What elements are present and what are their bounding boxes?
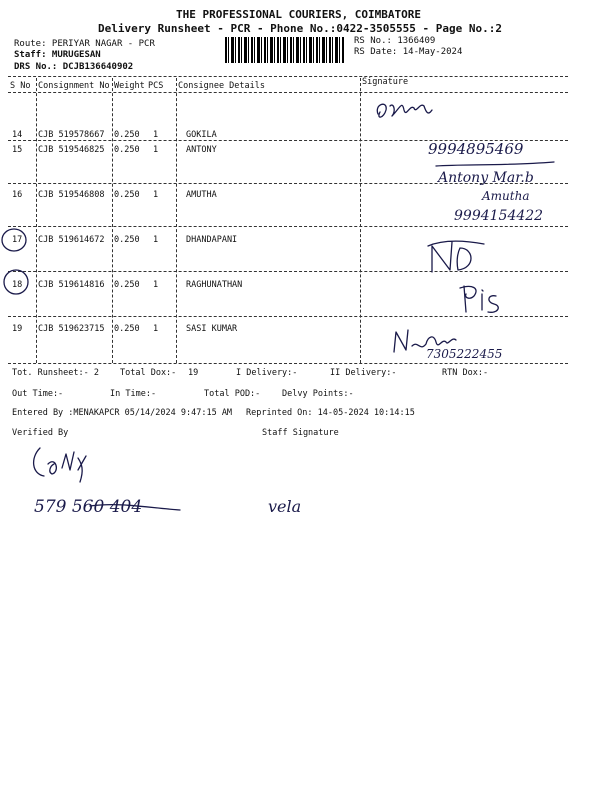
row-consignee: DHANDAPANI — [186, 235, 238, 245]
row-consignee: ANTONY — [186, 145, 217, 155]
row-consignment: CJB 519614672 — [38, 235, 105, 245]
header-rule-top — [8, 76, 568, 77]
column-divider — [112, 78, 113, 363]
total-pod: Total POD:- — [204, 389, 261, 399]
entered-by: Entered By :MENAKAPCR 05/14/2024 9:47:15 AM — [12, 408, 233, 418]
staff-label: Staff: MURUGESAN — [14, 50, 101, 60]
signature-gokila — [370, 92, 440, 132]
column-divider — [36, 78, 37, 363]
rtn-dox: RTN Dox:- — [442, 368, 489, 378]
row-pcs: 1 — [153, 190, 159, 200]
row-weight: 0.250 — [114, 280, 140, 290]
tot-runsheet: Tot. Runsheet:- 2 — [12, 368, 99, 378]
handwritten-phone-sasi: 7305222455 — [426, 347, 503, 361]
handwritten-verify-number: 579 560 404 — [34, 497, 143, 517]
verified-by-signature — [26, 440, 106, 488]
handwritten-name-antony: Antony Mar.b — [438, 170, 534, 186]
in-time: In Time:- — [110, 389, 157, 399]
row-consignee: RAGHUNATHAN — [186, 280, 243, 290]
col-weight: Weight — [114, 81, 145, 91]
row-consignee: GOKILA — [186, 130, 217, 140]
row-pcs: 1 — [153, 280, 159, 290]
route-label: Route: PERIYAR NAGAR - PCR — [14, 39, 155, 49]
row-pcs: 1 — [153, 145, 159, 155]
row-sno: 19 — [12, 324, 23, 334]
row-sno: 17 — [12, 235, 23, 245]
barcode — [225, 37, 345, 63]
row-consignment: CJB 519623715 — [38, 324, 105, 334]
row-pcs: 1 — [153, 130, 159, 140]
handwritten-name-amutha: Amutha — [482, 189, 530, 203]
column-divider — [360, 78, 361, 363]
delvy-points: Delvy Points:- — [282, 389, 354, 399]
rs-date: RS Date: 14-May-2024 — [354, 47, 463, 57]
row-sno: 16 — [12, 190, 23, 200]
row-divider — [8, 316, 568, 317]
rs-number: RS No.: 1366409 — [354, 36, 436, 46]
signature-sasi-kumar — [390, 322, 540, 362]
row-pcs: 1 — [153, 324, 159, 334]
verified-by-label: Verified By — [12, 428, 69, 438]
circle-mark-18 — [4, 270, 28, 294]
i-delivery: I Delivery:- — [236, 368, 298, 378]
row-weight: 0.250 — [114, 235, 140, 245]
row-consignment: CJB 519546808 — [38, 190, 105, 200]
out-time: Out Time:- — [12, 389, 64, 399]
col-pcs: PCS — [148, 81, 164, 91]
drs-number: DRS No.: DCJB136640902 — [14, 62, 134, 72]
row-weight: 0.250 — [114, 324, 140, 334]
ii-delivery: II Delivery:- — [330, 368, 397, 378]
row-consignment: CJB 519614816 — [38, 280, 105, 290]
row-sno: 18 — [12, 280, 23, 290]
total-dox-value: 19 — [188, 368, 199, 378]
signature-raghunathan — [456, 282, 506, 316]
col-sno: S No — [10, 81, 31, 91]
handwritten-staff-mark: vela — [268, 497, 302, 516]
table-bottom-rule — [8, 363, 568, 364]
signature-antony-amutha — [424, 136, 574, 236]
staff-signature-label: Staff Signature — [262, 428, 339, 438]
verified-by-number — [30, 490, 200, 524]
col-signature: Signature — [362, 77, 409, 87]
staff-signature-mark — [266, 492, 326, 522]
row-sno: 15 — [12, 145, 23, 155]
row-weight: 0.250 — [114, 130, 140, 140]
row-sno: 14 — [12, 130, 23, 140]
row-consignee: SASI KUMAR — [186, 324, 238, 334]
circle-marks — [0, 226, 40, 296]
circle-mark-17 — [2, 229, 26, 251]
row-weight: 0.250 — [114, 190, 140, 200]
row-consignment: CJB 519578667 — [38, 130, 105, 140]
row-consignee: AMUTHA — [186, 190, 217, 200]
row-weight: 0.250 — [114, 145, 140, 155]
signature-dhandapani — [422, 236, 492, 276]
row-pcs: 1 — [153, 235, 159, 245]
col-consignee: Consignee Details — [178, 81, 265, 91]
row-consignment: CJB 519546825 — [38, 145, 105, 155]
header-rule-bottom — [8, 92, 568, 93]
handwritten-phone-antony: 9994895469 — [428, 140, 524, 158]
col-consignment: Consignment No — [38, 81, 110, 91]
column-divider — [176, 78, 177, 363]
reprinted-on: Reprinted On: 14-05-2024 10:14:15 — [246, 408, 415, 418]
company-name: THE PROFESSIONAL COURIERS, COIMBATORE — [176, 8, 422, 21]
total-dox-label: Total Dox:- — [120, 368, 177, 378]
handwritten-phone-amutha: 9994154422 — [454, 208, 544, 224]
runsheet-title: Delivery Runsheet - PCR - Phone No.:0422-3505555 - Page No.:2 — [98, 22, 502, 35]
